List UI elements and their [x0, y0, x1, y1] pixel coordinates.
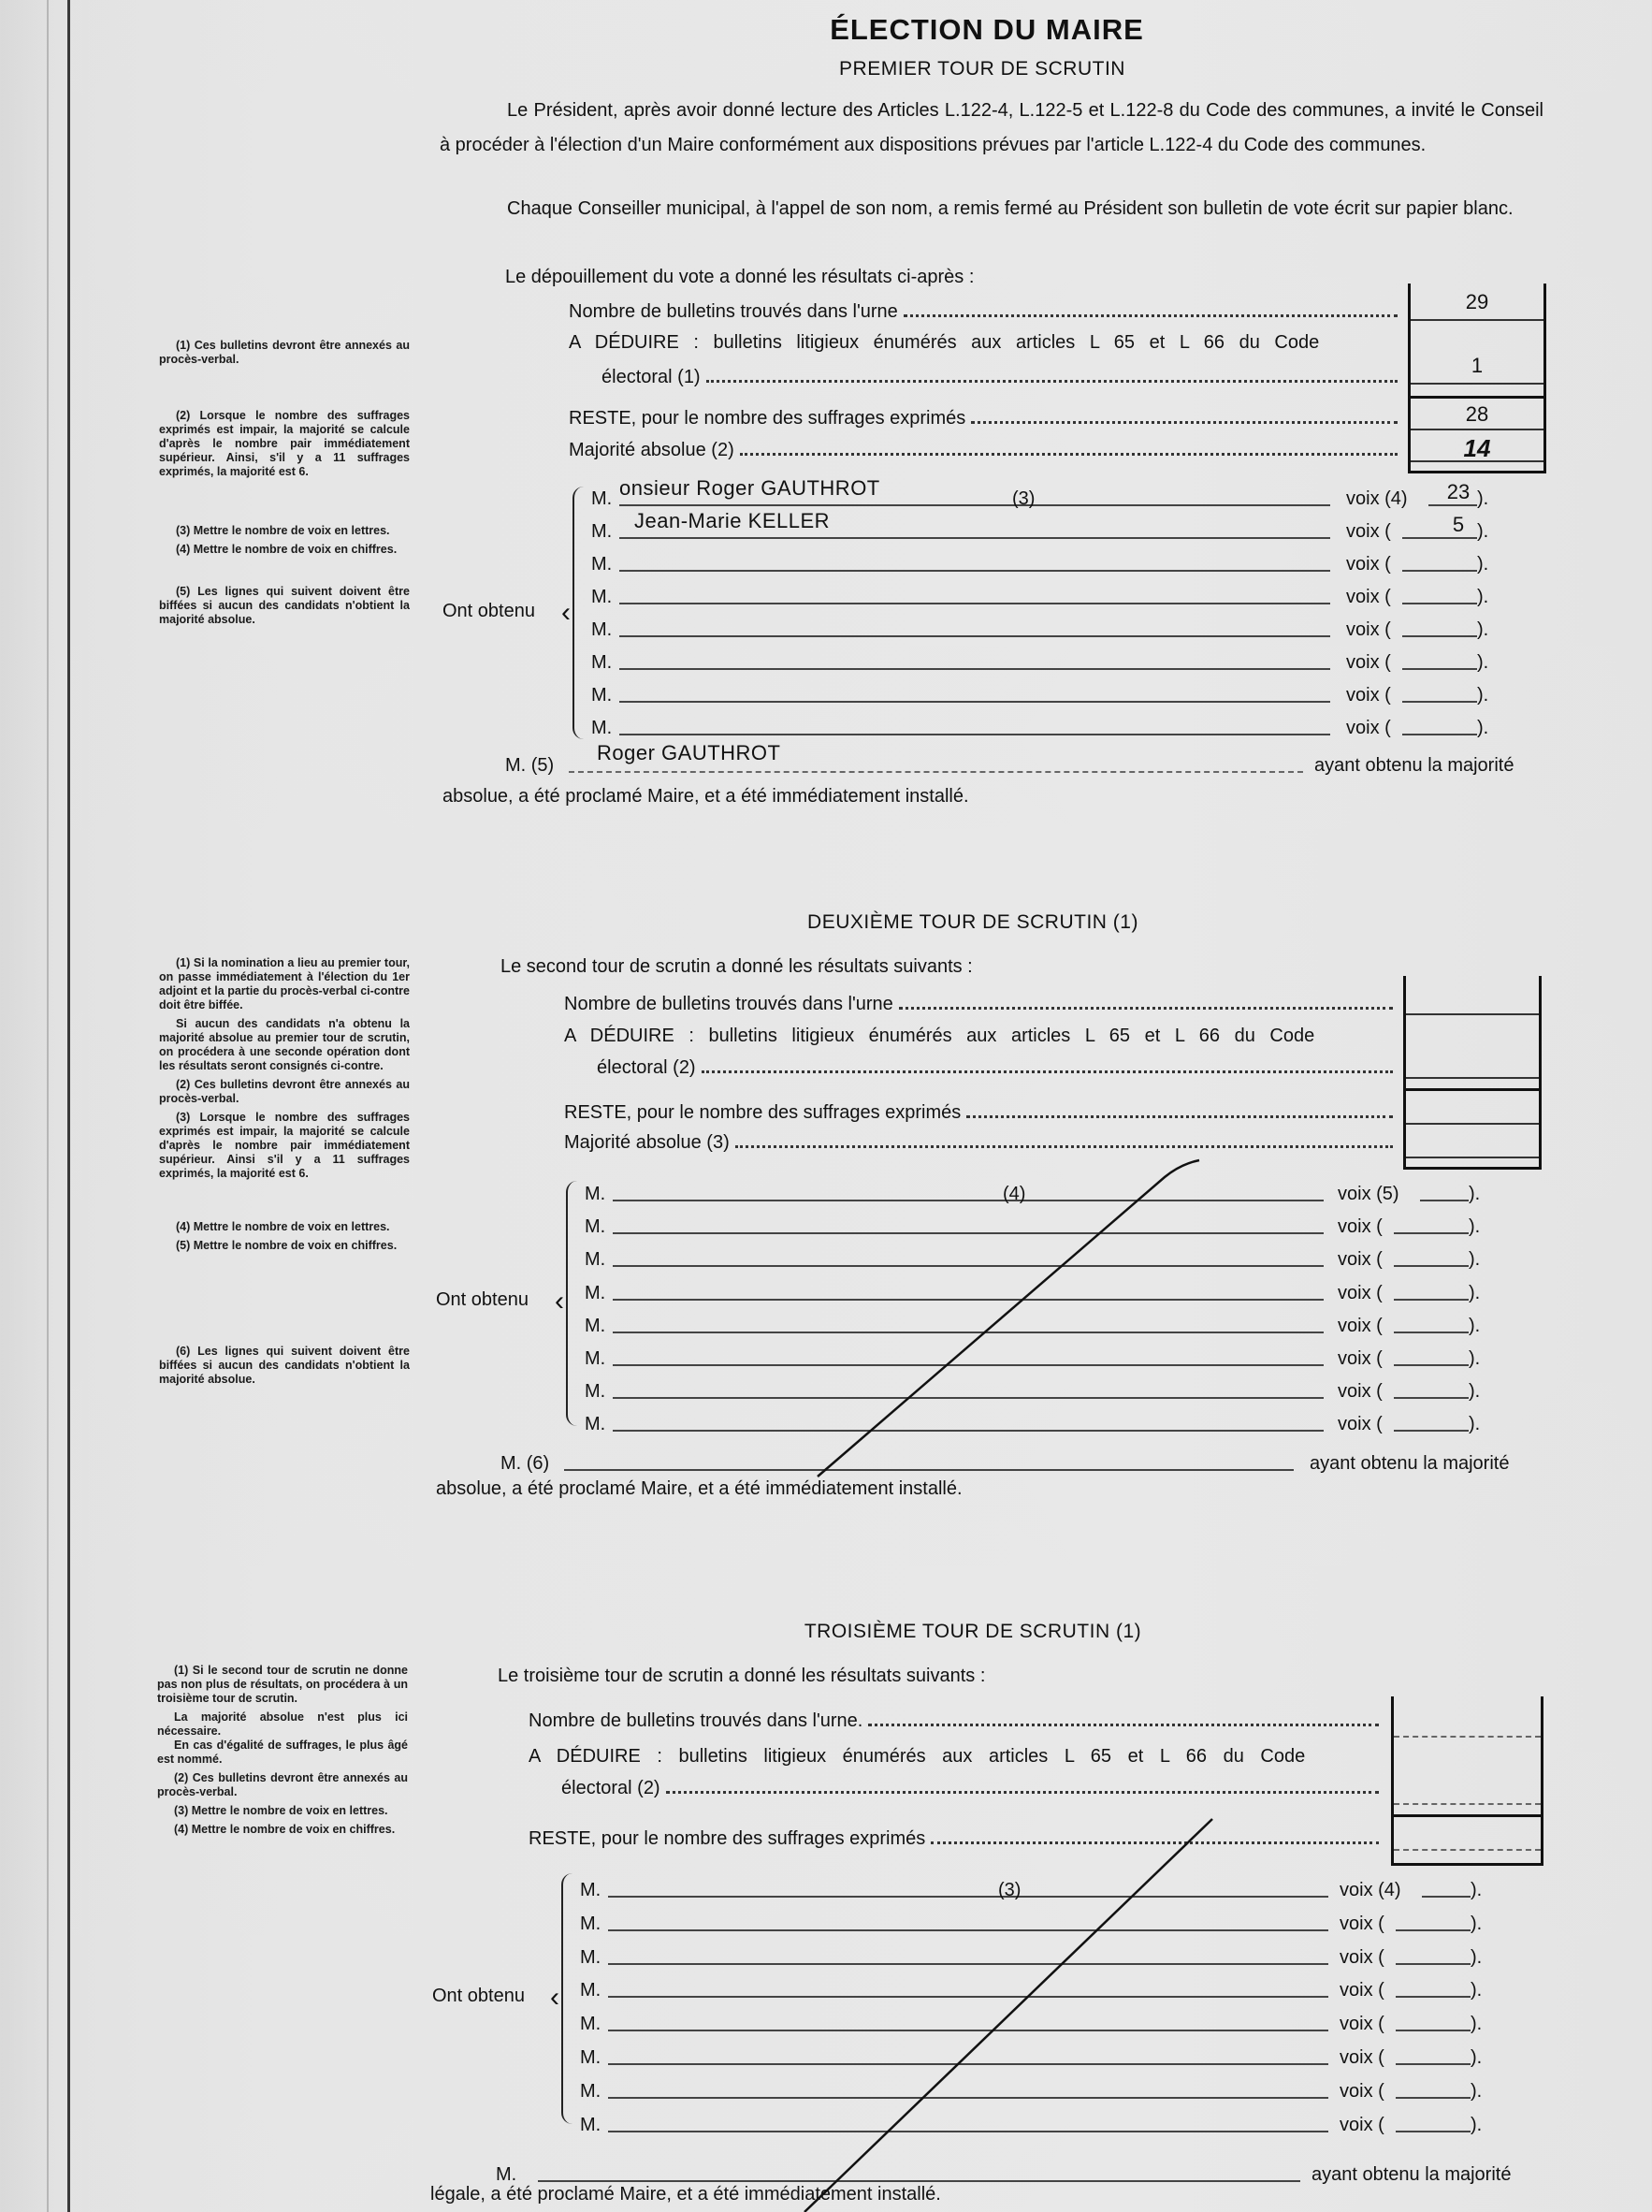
- candidate-row: [585, 1309, 1558, 1337]
- candidate-row: [585, 1177, 1558, 1205]
- intro-p2-text: Chaque Conseiller municipal, à l'appel de son nom, a remis fermé au Président son bulletin de vote écrit sur papier blanc.: [507, 198, 1514, 219]
- candidate-name-field[interactable]: [608, 1963, 1328, 1965]
- close-paren: ).: [1477, 718, 1489, 738]
- votes-field[interactable]: [1394, 1430, 1469, 1432]
- votes-field[interactable]: [1394, 1364, 1469, 1366]
- binding-shadow: [47, 0, 49, 2212]
- candidate-row: [585, 1210, 1558, 1238]
- round-1-results-intro: Le dépouillement du vote a donné les résultats ci-après :: [505, 267, 975, 287]
- round-3-deduct-row: [529, 1746, 1384, 1768]
- candidate-name[interactable]: Jean-Marie KELLER: [634, 509, 831, 532]
- voix-label: voix (: [1338, 1348, 1383, 1369]
- remaining-value[interactable]: [1394, 1817, 1541, 1851]
- remaining-value[interactable]: 28: [1411, 399, 1543, 430]
- candidate-prefix: M.: [591, 619, 613, 640]
- page-edge-line: [67, 0, 70, 2212]
- candidate-name-field[interactable]: [608, 2030, 1328, 2031]
- candidate-prefix: M.: [585, 1414, 606, 1435]
- candidate-name-field[interactable]: [613, 1299, 1324, 1301]
- votes-field[interactable]: [1402, 635, 1477, 637]
- voix-label: voix (: [1340, 2080, 1384, 2102]
- note-3: (3) Mettre le nombre de voix en lettres.: [176, 524, 390, 537]
- votes-field[interactable]: [1402, 570, 1477, 572]
- voix-label: voix (5): [1338, 1184, 1399, 1204]
- candidate-name-field[interactable]: [608, 2097, 1328, 2099]
- round-1-ballots-row: [569, 301, 1403, 323]
- box-spacer: [1394, 1803, 1541, 1817]
- majority-label: Majorité absolue (2): [569, 440, 734, 460]
- note-1: (1) Si la nomination a lieu au premier tour, on passe immédiatement à l'élection du 1er adjoint et la partie du procès-verbal ci-contre doit être biffée.: [159, 956, 410, 1011]
- voix-label: voix (: [1346, 718, 1391, 738]
- round-3-results-box: [1391, 1696, 1543, 1866]
- votes-field[interactable]: [1402, 734, 1477, 735]
- ballots-label: Nombre de bulletins trouvés dans l'urne.: [529, 1710, 863, 1731]
- deducted-value[interactable]: 1: [1411, 319, 1543, 385]
- round-1-results-box: [1408, 284, 1546, 473]
- candidate-name-field[interactable]: [613, 1430, 1324, 1432]
- close-paren: ).: [1469, 1315, 1481, 1336]
- candidate-row: [580, 1907, 1553, 1935]
- candidate-row: [591, 580, 1564, 608]
- candidate-prefix: M.: [585, 1184, 606, 1204]
- votes-field[interactable]: [1420, 1200, 1469, 1201]
- note-3: (3) Mettre le nombre de voix en lettres.: [174, 1804, 388, 1817]
- candidate-row: [591, 678, 1564, 706]
- box-spacer: [1411, 383, 1543, 399]
- close-paren: ).: [1477, 652, 1489, 673]
- round-1-conclusion: absolue, a été proclamé Maire, et a été immédiatement installé.: [442, 786, 969, 807]
- close-paren: ).: [1477, 554, 1489, 575]
- deduct-label-2: électoral (2): [561, 1778, 660, 1798]
- note-3: (3) Lorsque le nombre des suffrages exprimés est impair, la majorité se calcule d'après le nombre pair immédiatement supérieur. Ainsi s'il y a 11 suffrages exprimés, la majorité est 6.: [159, 1111, 410, 1180]
- round-2-results-box: [1403, 976, 1542, 1170]
- candidate-row: [580, 2074, 1553, 2103]
- votes-field[interactable]: [1402, 603, 1477, 604]
- round-1-remaining-row: [569, 408, 1403, 429]
- voix-label: voix (: [1346, 587, 1391, 607]
- winner-name-field[interactable]: [564, 1469, 1294, 1471]
- remaining-label: RESTE, pour le nombre des suffrages exprimés: [529, 1828, 926, 1849]
- votes-field[interactable]: [1394, 1332, 1469, 1333]
- note-1c: En cas d'égalité de suffrages, le plus âgé est nommé.: [157, 1739, 408, 1766]
- winner-suffix: ayant obtenu la majorité: [1310, 1453, 1510, 1474]
- close-paren: ).: [1469, 1381, 1481, 1403]
- candidate-name-field[interactable]: [619, 701, 1330, 703]
- note-2: (2) Ces bulletins devront être annexés au procès-verbal.: [157, 1771, 408, 1798]
- round-1-majority-row: [569, 440, 1403, 461]
- deduct-label: A DÉDUIRE : bulletins litigieux énumérés aux articles L 65 et L 66 du Code: [569, 332, 1320, 353]
- round-3-deduct-row-2: [561, 1778, 1384, 1799]
- brace-tip: ‹: [561, 597, 571, 628]
- candidate-row: [585, 1407, 1558, 1435]
- votes-field[interactable]: [1402, 537, 1477, 539]
- voix-label: voix (: [1346, 652, 1391, 673]
- candidate-row: [580, 2007, 1553, 2035]
- votes-field[interactable]: [1394, 1265, 1469, 1267]
- round-1-winner-row: [505, 741, 1543, 777]
- candidate-prefix: M.: [585, 1249, 606, 1271]
- candidate-prefix: M.: [591, 685, 613, 706]
- round-2-results-intro: Le second tour de scrutin a donné les résultats suivants :: [500, 956, 973, 977]
- candidate-name-field[interactable]: [613, 1397, 1324, 1399]
- note-1: (1) Si le second tour de scrutin ne donne pas non plus de résultats, on procédera à un troisième tour de scrutin.: [157, 1664, 408, 1705]
- votes-field[interactable]: [1396, 1963, 1471, 1965]
- candidate-name-field[interactable]: [608, 1896, 1328, 1898]
- round-2-deduct-row: [564, 1026, 1398, 1047]
- votes-value[interactable]: 5: [1452, 513, 1465, 536]
- round-3-conclusion: légale, a été proclamé Maire, et a été immédiatement installé.: [430, 2184, 941, 2205]
- votes-field[interactable]: [1396, 2097, 1471, 2099]
- voix-label: voix (4): [1346, 488, 1408, 509]
- winner-suffix: ayant obtenu la majorité: [1314, 755, 1514, 776]
- deduct-label: A DÉDUIRE : bulletins litigieux énumérés aux articles L 65 et L 66 du Code: [529, 1746, 1306, 1767]
- voix-label: voix (: [1346, 554, 1391, 575]
- candidate-name-field[interactable]: [619, 603, 1330, 604]
- note-1b: La majorité absolue n'est plus ici nécessaire.: [157, 1710, 408, 1738]
- candidate-row: [580, 1873, 1553, 1901]
- round-2-deduct-row-2: [597, 1057, 1398, 1079]
- votes-field[interactable]: [1394, 1232, 1469, 1234]
- voix-label: voix (: [1340, 1913, 1384, 1934]
- majority-value[interactable]: [1406, 1125, 1539, 1158]
- close-paren: ).: [1471, 2114, 1483, 2135]
- round-1-deduct-row: [569, 332, 1403, 354]
- votes-field[interactable]: [1402, 668, 1477, 670]
- candidate-row: [591, 613, 1564, 641]
- deduct-label-2: électoral (2): [597, 1057, 696, 1078]
- majority-value[interactable]: 14: [1411, 430, 1543, 462]
- brace-tip: ‹: [550, 1982, 559, 2013]
- voix-label: voix (: [1340, 2047, 1384, 2068]
- round-1-intro-p2: [440, 192, 1543, 226]
- candidate-row: [580, 2041, 1553, 2069]
- votes-field[interactable]: [1394, 1397, 1469, 1399]
- majority-label: Majorité absolue (3): [564, 1132, 730, 1153]
- voix-label: voix (: [1346, 685, 1391, 706]
- note-2: (2) Lorsque le nombre des suffrages exprimés est impair, la majorité se calcule d'après le nombre pair immédiatement supérieur. Ainsi, s'il y a 11 suffrages exprimés, la majorité est 6.: [159, 409, 410, 478]
- close-paren: ).: [1471, 2014, 1483, 2035]
- votes-field[interactable]: [1394, 1299, 1469, 1301]
- close-paren: ).: [1469, 1184, 1481, 1204]
- note-6: (6) Les lignes qui suivent doivent être biffées si aucun des candidats n'obtient la majorité absolue.: [159, 1345, 410, 1386]
- candidate-prefix: M.: [591, 718, 613, 738]
- candidate-name-field[interactable]: [608, 1929, 1328, 1931]
- round-3-remaining-row: [529, 1828, 1384, 1850]
- ballots-value[interactable]: 29: [1411, 284, 1543, 321]
- voix-label: voix (: [1346, 619, 1391, 640]
- ballots-label: Nombre de bulletins trouvés dans l'urne: [569, 301, 898, 322]
- note-4: (4) Mettre le nombre de voix en chiffres.: [174, 1823, 396, 1836]
- votes-field[interactable]: [1396, 1996, 1471, 1998]
- round-3-notes: [157, 1664, 408, 1841]
- candidate-prefix: M.: [591, 521, 613, 542]
- winner-prefix: M. (6): [500, 1453, 550, 1474]
- candidate-prefix: M.: [580, 2114, 601, 2135]
- candidate-row: [580, 1973, 1553, 2001]
- votes-field[interactable]: [1396, 2030, 1471, 2031]
- candidate-name-field[interactable]: [619, 570, 1330, 572]
- close-paren: ).: [1471, 2080, 1483, 2102]
- ballots-label: Nombre de bulletins trouvés dans l'urne: [564, 994, 893, 1014]
- candidate-prefix: M.: [585, 1381, 606, 1403]
- remaining-label: RESTE, pour le nombre des suffrages exprimés: [564, 1102, 962, 1123]
- round-2-title: DEUXIÈME TOUR DE SCRUTIN (1): [807, 911, 1138, 933]
- deducted-value[interactable]: [1394, 1736, 1541, 1805]
- round-1-notes: [159, 339, 410, 632]
- round-2-majority-row: [564, 1132, 1398, 1154]
- candidate-row: [591, 711, 1564, 739]
- candidate-name-field[interactable]: [613, 1200, 1324, 1201]
- voix-label: voix (: [1340, 2014, 1384, 2035]
- note-1: (1) Ces bulletins devront être annexés au procès-verbal.: [159, 339, 410, 366]
- round-2-ballots-row: [564, 994, 1398, 1015]
- candidate-row: [580, 2108, 1553, 2136]
- letters-footnote-ref: (3): [998, 1880, 1022, 1900]
- candidate-row: [591, 476, 1564, 510]
- close-paren: ).: [1477, 488, 1489, 509]
- candidate-prefix: M.: [585, 1282, 606, 1303]
- close-paren: ).: [1471, 1880, 1483, 1900]
- winner-prefix: M.: [496, 2164, 517, 2185]
- candidate-name-field[interactable]: [619, 734, 1330, 735]
- winner-suffix: ayant obtenu la majorité: [1311, 2164, 1512, 2185]
- round-1-title: PREMIER TOUR DE SCRUTIN: [839, 58, 1125, 80]
- votes-field[interactable]: [1402, 701, 1477, 703]
- deduct-label-2: électoral (1): [601, 367, 701, 387]
- close-paren: ).: [1469, 1216, 1481, 1238]
- round-1-obtained-label: Ont obtenu: [442, 601, 535, 621]
- close-paren: ).: [1469, 1249, 1481, 1271]
- close-paren: ).: [1471, 1913, 1483, 1934]
- voix-label: voix (: [1346, 521, 1391, 542]
- round-2-obtained-label: Ont obtenu: [436, 1289, 529, 1310]
- intro-p1-text: Le Président, après avoir donné lecture des Articles L.122-4, L.122-5 et L.122-8 du Code des communes, a invité le Conseil à procéder à l'élection d'un Maire conformément aux dispositions prévues par l'article L.122-4 du Code des communes.: [440, 100, 1543, 155]
- candidate-prefix: M.: [585, 1216, 606, 1238]
- candidate-name-field[interactable]: [608, 1996, 1328, 1998]
- candidate-prefix: M.: [580, 2014, 601, 2035]
- candidate-name-field[interactable]: [619, 537, 1330, 539]
- candidate-row: [591, 547, 1564, 575]
- close-paren: ).: [1471, 2047, 1483, 2068]
- candidate-row: [585, 1243, 1558, 1271]
- voix-label: voix (: [1338, 1315, 1383, 1336]
- candidate-prefix: M.: [580, 1980, 601, 2001]
- voix-label: voix (: [1338, 1216, 1383, 1238]
- candidate-name-field[interactable]: [608, 2131, 1328, 2132]
- candidate-name-field[interactable]: [613, 1364, 1324, 1366]
- winner-name[interactable]: Roger GAUTHROT: [597, 741, 781, 764]
- letters-footnote-ref: (4): [1003, 1184, 1026, 1204]
- close-paren: ).: [1477, 619, 1489, 640]
- document-title: ÉLECTION DU MAIRE: [830, 13, 1144, 46]
- round-3-brace: [561, 1873, 572, 2124]
- round-1-brace: [572, 487, 584, 739]
- note-2: (2) Ces bulletins devront être annexés au procès-verbal.: [159, 1078, 410, 1105]
- candidate-name-field[interactable]: [619, 668, 1330, 670]
- candidate-name-field[interactable]: [619, 504, 1330, 506]
- remaining-label: RESTE, pour le nombre des suffrages exprimés: [569, 408, 966, 429]
- candidate-prefix: M.: [591, 554, 613, 575]
- note-4: (4) Mettre le nombre de voix en chiffres.: [176, 543, 398, 556]
- close-paren: ).: [1477, 685, 1489, 706]
- deducted-value[interactable]: [1406, 1013, 1539, 1079]
- candidate-row: [585, 1375, 1558, 1403]
- voix-label: voix (: [1340, 1980, 1384, 2001]
- voix-label: voix (: [1340, 1946, 1384, 1968]
- round-3-winner-row: [496, 2158, 1543, 2186]
- candidate-row: [580, 1941, 1553, 1969]
- voix-label: voix (4): [1340, 1880, 1401, 1900]
- close-paren: ).: [1469, 1414, 1481, 1435]
- close-paren: ).: [1477, 587, 1489, 607]
- votes-field[interactable]: [1396, 2063, 1471, 2065]
- votes-field[interactable]: [1396, 1929, 1471, 1931]
- round-3-results-intro: Le troisième tour de scrutin a donné les résultats suivants :: [498, 1666, 986, 1686]
- round-1-deduct-row-2: [601, 367, 1403, 388]
- candidate-prefix: M.: [580, 1946, 601, 1968]
- candidate-name-field[interactable]: [608, 2063, 1328, 2065]
- ballots-value[interactable]: [1394, 1696, 1541, 1738]
- note-5: (5) Mettre le nombre de voix en chiffres.: [176, 1239, 398, 1252]
- letters-footnote-ref: (3): [1012, 488, 1036, 509]
- close-paren: ).: [1477, 521, 1489, 542]
- remaining-value[interactable]: [1406, 1091, 1539, 1125]
- close-paren: ).: [1469, 1348, 1481, 1369]
- round-2-brace: [566, 1181, 577, 1426]
- candidate-name-field[interactable]: [613, 1232, 1324, 1234]
- winner-prefix: M. (5): [505, 755, 555, 776]
- brace-tip: ‹: [555, 1286, 564, 1317]
- round-2-remaining-row: [564, 1102, 1398, 1124]
- candidate-name-field[interactable]: [613, 1332, 1324, 1333]
- box-spacer: [1406, 1077, 1539, 1091]
- candidate-prefix: M.: [591, 652, 613, 673]
- candidate-row: [585, 1342, 1558, 1370]
- voix-label: voix (: [1338, 1414, 1383, 1435]
- voix-label: voix (: [1340, 2114, 1384, 2135]
- round-3-ballots-row: [529, 1710, 1384, 1732]
- votes-field[interactable]: [1422, 1896, 1471, 1898]
- candidate-prefix: M.: [591, 587, 613, 607]
- note-1b: Si aucun des candidats n'a obtenu la majorité absolue au premier tour de scrutin, on procédera à une seconde opération dont les résultats seront consignés ci-contre.: [159, 1017, 410, 1072]
- round-1-intro-p1: [440, 94, 1543, 163]
- voix-label: voix (: [1338, 1381, 1383, 1403]
- candidate-prefix: M.: [580, 1880, 601, 1900]
- round-3-obtained-label: Ont obtenu: [432, 1986, 525, 2006]
- candidate-name-field[interactable]: [613, 1265, 1324, 1267]
- note-5: (5) Les lignes qui suivent doivent être biffées si aucun des candidats n'obtient la majorité absolue.: [159, 585, 410, 626]
- candidate-row: [591, 509, 1564, 543]
- votes-field[interactable]: [1428, 504, 1477, 506]
- candidate-name-field[interactable]: [619, 635, 1330, 637]
- winner-name-field[interactable]: [538, 2180, 1300, 2182]
- candidate-prefix: M.: [580, 2080, 601, 2102]
- round-3-title: TROISIÈME TOUR DE SCRUTIN (1): [804, 1621, 1142, 1642]
- deduct-label: A DÉDUIRE : bulletins litigieux énumérés aux articles L 65 et L 66 du Code: [564, 1026, 1315, 1046]
- votes-field[interactable]: [1396, 2131, 1471, 2132]
- ballots-value[interactable]: [1406, 976, 1539, 1015]
- candidate-prefix: M.: [591, 488, 613, 509]
- candidate-prefix: M.: [585, 1315, 606, 1336]
- close-paren: ).: [1471, 1980, 1483, 2001]
- candidate-prefix: M.: [580, 2047, 601, 2068]
- round-2-winner-row: [500, 1447, 1539, 1475]
- note-4: (4) Mettre le nombre de voix en lettres.: [176, 1220, 390, 1233]
- voix-label: voix (: [1338, 1282, 1383, 1303]
- candidate-name[interactable]: onsieur Roger GAUTHROT: [619, 476, 880, 500]
- candidate-prefix: M.: [585, 1348, 606, 1369]
- candidate-row: [591, 646, 1564, 674]
- votes-value[interactable]: 23: [1446, 480, 1471, 503]
- round-2-conclusion: absolue, a été proclamé Maire, et a été immédiatement installé.: [436, 1478, 963, 1499]
- voix-label: voix (: [1338, 1249, 1383, 1271]
- candidate-row: [585, 1276, 1558, 1304]
- round-2-notes: [159, 956, 410, 1391]
- candidate-prefix: M.: [580, 1913, 601, 1934]
- close-paren: ).: [1469, 1282, 1481, 1303]
- close-paren: ).: [1471, 1946, 1483, 1968]
